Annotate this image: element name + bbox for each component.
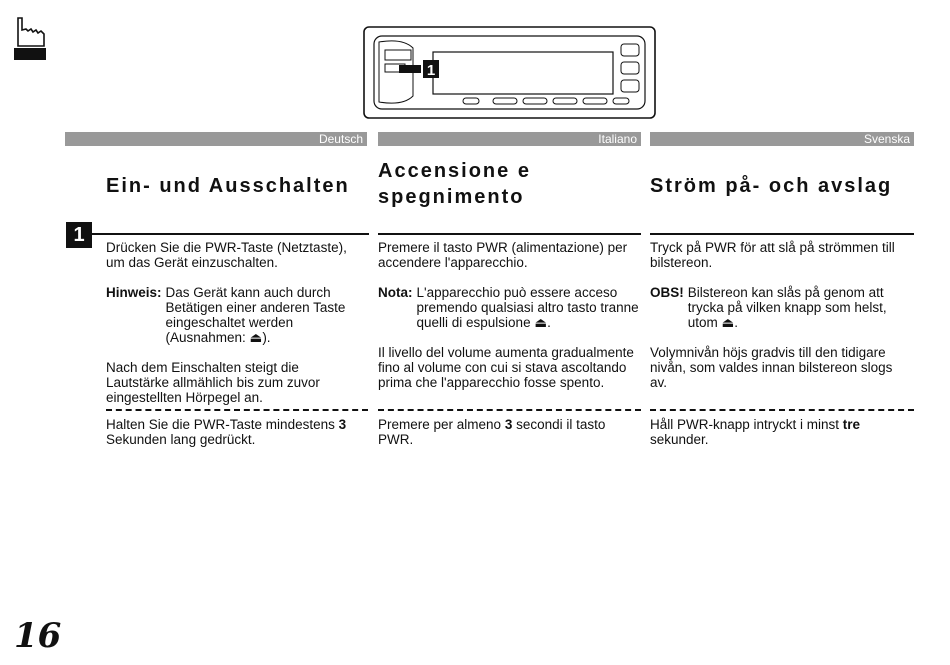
rule-svenska	[650, 233, 914, 235]
note-text: Bilstereon kan slås på genom att trycka på vilken knapp som helst, utom ⏏.	[687, 285, 887, 330]
title-deutsch: Ein- und Ausschalten	[106, 175, 350, 197]
dashed-separator-deutsch	[106, 409, 368, 411]
note-label: Nota:	[378, 285, 413, 300]
off-text-after: sekunder.	[650, 432, 709, 447]
car-stereo-illustration	[363, 26, 656, 119]
note-text: Das Gerät kann auch durch Betätigen einer anderen Taste eingeschaltet werden (Ausnahmen: ⏏).	[165, 285, 346, 345]
dashed-separator-italiano	[378, 409, 641, 411]
note-label: Hinweis:	[106, 285, 162, 300]
note-label: OBS!	[650, 285, 684, 300]
device-callout: 1	[426, 62, 436, 79]
intro-text: Tryck på PWR för att slå på strömmen till bilstereon.	[650, 240, 895, 270]
column-deutsch	[106, 240, 362, 420]
intro-text: Drücken Sie die PWR-Taste (Netztaste), um das Gerät einzuschalten.	[106, 240, 347, 270]
off-text-before: Håll PWR-knapp intryckt i minst	[650, 417, 843, 432]
note-block	[378, 285, 640, 330]
note-block	[106, 285, 362, 345]
off-text-bold: tre	[842, 417, 861, 432]
off-text-bold: 3	[338, 417, 347, 432]
dashed-separator-svenska	[650, 409, 914, 411]
rule-deutsch	[92, 233, 369, 235]
lang-label-italiano: Italiano	[378, 132, 641, 146]
off-instruction-svenska	[650, 417, 912, 447]
note-block	[650, 285, 912, 330]
rule-italiano	[378, 233, 641, 235]
hand-pointer-icon	[14, 16, 46, 60]
column-italiano	[378, 240, 640, 405]
off-text-after: Sekunden lang gedrückt.	[106, 432, 256, 447]
off-text-before: Halten Sie die PWR-Taste mindestens	[106, 417, 339, 432]
note-text: L'apparecchio può essere acceso premendo qualsiasi altro tasto tranne quelli di espulsione ⏏.	[416, 285, 639, 330]
off-instruction-italiano	[378, 417, 640, 447]
off-text-bold: 3	[504, 417, 513, 432]
intro-text: Premere il tasto PWR (alimentazione) per accendere l'apparecchio.	[378, 240, 628, 270]
volume-text: Volymnivån höjs gradvis till den tidigare nivån, som valdes innan bilstereon slogs av.	[650, 345, 893, 390]
volume-text: Nach dem Einschalten steigt die Lautstärke allmählich bis zum zuvor eingestellten Hörpegel an.	[106, 360, 320, 405]
lang-label-svenska: Svenska	[650, 132, 914, 146]
off-text-before: Premere per almeno	[378, 417, 505, 432]
page-number: 16	[14, 616, 62, 656]
step-badge: 1	[66, 222, 92, 248]
off-instruction-deutsch	[106, 417, 362, 447]
off-text-after: secondi il tasto PWR.	[378, 417, 606, 447]
title-svenska: Ström på- och avslag	[650, 175, 893, 197]
column-svenska	[650, 240, 912, 405]
lang-label-deutsch: Deutsch	[65, 132, 367, 146]
volume-text: Il livello del volume aumenta gradualmente fino al volume con cui si stava ascoltando prima che l'apparecchio fosse spento.	[378, 345, 634, 390]
title-italiano: Accensione e spegnimento	[378, 160, 531, 208]
